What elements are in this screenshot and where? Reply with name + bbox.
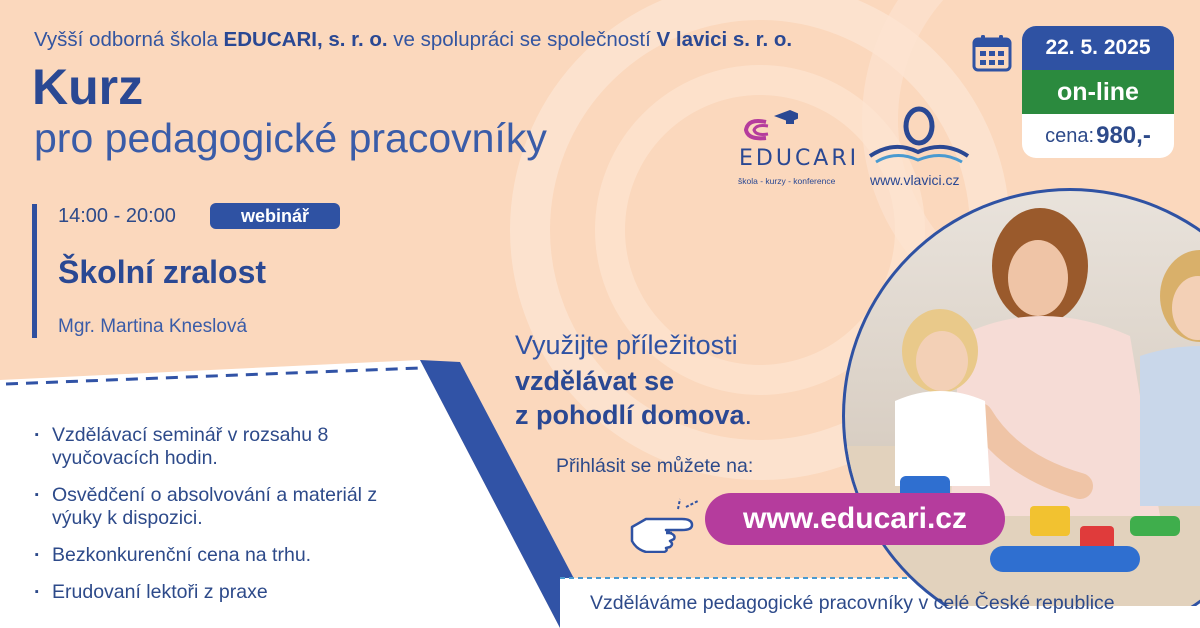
price-label: cena: [1045, 124, 1095, 147]
vlavici-url: www.vlavici.cz [870, 172, 960, 188]
event-mode: on-line [1022, 70, 1174, 114]
footer-text: Vzděláváme pedagogické pracovníky v celé České republice [590, 592, 1115, 614]
promo-line-3-text: z pohodlí domova [515, 400, 745, 430]
educari-logo [738, 106, 860, 186]
calendar-icon [972, 34, 1012, 72]
educari-name: EDUCARI [739, 146, 860, 171]
event-date: 22. 5. 2025 [1022, 26, 1174, 70]
signup-url-button[interactable]: www.educari.cz [705, 493, 1005, 545]
price-row [1022, 114, 1174, 158]
list-item: · Vzdělávací seminář v rozsahu 8 vyučovacích hodin. [32, 424, 392, 470]
book-cap-icon [738, 106, 798, 146]
date-card [1022, 26, 1174, 158]
lecturer-name: Mgr. Martina Kneslová [58, 316, 248, 337]
format-badge: webinář [210, 203, 340, 229]
accent-bar [32, 204, 37, 338]
promo-line-3 [515, 400, 752, 431]
educari-tagline: škola - kurzy - konference [738, 176, 836, 186]
pointing-hand-icon [626, 497, 704, 553]
event-time: 14:00 - 20:00 [58, 205, 176, 227]
header-line-text: Vyšší odborná škola [34, 28, 224, 51]
course-title: Školní zralost [58, 254, 267, 290]
page-subtitle: pro pedagogické pracovníky [34, 115, 547, 161]
list-item: · Bezkonkurenční cena na trhu. [32, 544, 392, 567]
promo-line-2: vzdělávat se [515, 366, 675, 396]
header-line [34, 28, 792, 52]
vlavici-logo-icon [868, 106, 970, 168]
benefits-list [32, 424, 392, 618]
promo-line-1: Využijte příležitosti [515, 330, 738, 360]
partner-name: V lavici s. r. o. [656, 28, 793, 51]
list-item: · Erudovaní lektoři z praxe [32, 581, 392, 604]
promo-line-3-period: . [744, 400, 753, 430]
page-title: Kurz [32, 59, 144, 115]
list-item: · Osvědčení o absolvování a materiál z výuky k dispozici. [32, 484, 392, 530]
school-name: EDUCARI, s. r. o. [223, 28, 388, 51]
signup-text: Přihlásit se můžete na: [556, 455, 754, 477]
header-line-text-2: ve spolupráci se společností [387, 28, 657, 51]
price-value: 980,- [1096, 122, 1151, 149]
